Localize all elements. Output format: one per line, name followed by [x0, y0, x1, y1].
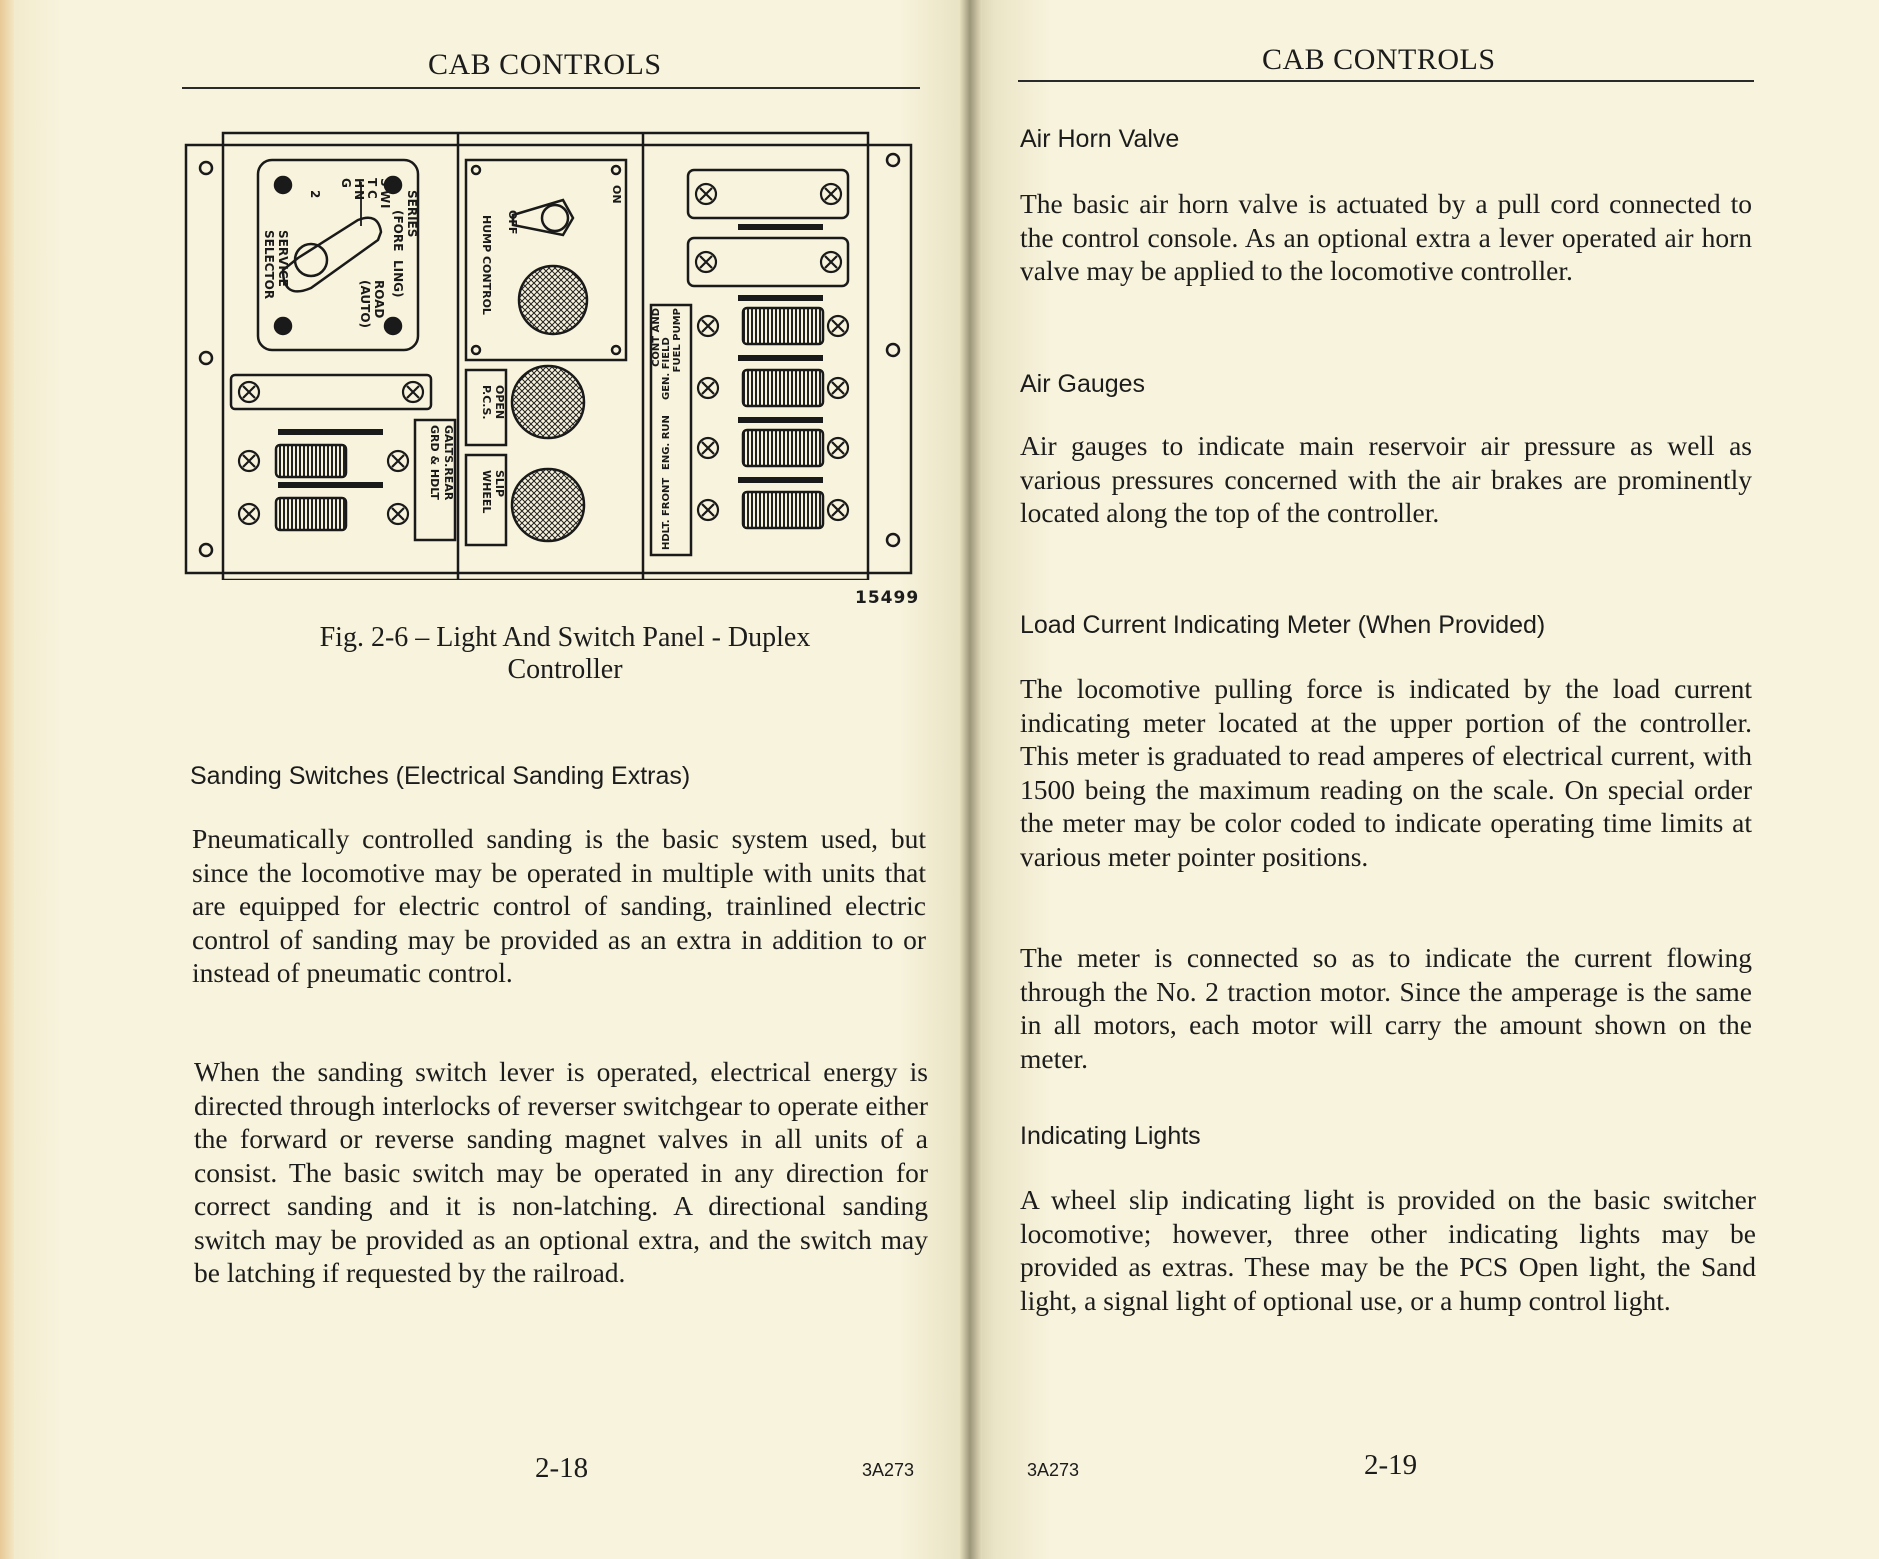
label-fore: (FORE — [391, 210, 405, 252]
label-off: OFF — [506, 210, 519, 235]
right-page-number: 2-19 — [1364, 1449, 1418, 1481]
sanding-paragraph-1: Pneumatically controlled sanding is the basic system used, but since the locomotive may be operated in multiple with units that are equipped for electric control of sanding, trainlined electric control of sanding may be provided as an extra in addition to or instead of pneumatic control. — [192, 823, 926, 988]
label-c: C — [365, 190, 379, 199]
label-service: SERVICE — [276, 230, 290, 287]
label-series: SERIES — [405, 190, 419, 238]
mount-hole — [200, 352, 212, 364]
hump-control-lamp — [519, 266, 587, 334]
label-s: S — [378, 178, 392, 187]
label-fuel-pump: FUEL PUMP — [672, 308, 683, 373]
label-g: G — [339, 178, 353, 188]
label-w: W — [378, 190, 392, 204]
left-page-number: 2-18 — [535, 1452, 589, 1484]
indicating-lights-heading: Indicating Lights — [1020, 1122, 1201, 1150]
load-current-meter-heading: Load Current Indicating Meter (When Provided) — [1020, 611, 1546, 639]
label-road: ROAD — [372, 280, 386, 319]
figure-caption-line1: Fig. 2-6 – Light And Switch Panel - Duplex — [319, 622, 811, 653]
label-eng-run: ENG. RUN — [661, 415, 672, 470]
figure-caption-line2: Controller — [507, 654, 623, 685]
page-edge — [0, 0, 14, 1559]
right-page-code: 3A273 — [1027, 1460, 1080, 1480]
pcs-open-lamp — [512, 366, 584, 438]
guard-plate — [231, 375, 431, 409]
sanding-paragraph-2: When the sanding switch lever is operated, electrical energy is directed through interlocks of reverser switchgear to operate either the forward or reverse sanding magnet valves in all units of a consist. The basic switch may be operated in any direction for correct sanding and it is non-latching. A directional sanding switch may be provided as an optional extra, and the switch may be latching if requested by the railroad. — [194, 1056, 928, 1288]
load-current-paragraph-2: The meter is connected so as to indicate the current flowing through the No. 2 traction motor. Since the amperage is the same in all motors, each motor will carry the amount shown on the meter. — [1020, 942, 1752, 1074]
sanding-switch — [276, 445, 346, 477]
mount-hole — [887, 534, 899, 546]
screw-icon — [275, 177, 291, 193]
label-wheel: WHEEL — [480, 470, 493, 514]
air-horn-valve-heading: Air Horn Valve — [1020, 125, 1180, 153]
screw-icon — [385, 318, 401, 334]
label-n: N — [352, 190, 366, 201]
wheel-slip-lamp — [512, 469, 584, 541]
label-selector: SELECTOR — [262, 230, 276, 300]
mount-hole — [200, 162, 212, 174]
label-cont-and: CONT AND — [651, 308, 662, 367]
label-gen-field: GEN. FIELD — [661, 337, 672, 400]
sanding-switch — [276, 498, 346, 530]
mount-hole — [887, 154, 899, 166]
sanding-switches-heading: Sanding Switches (Electrical Sanding Extras) — [190, 762, 691, 790]
air-gauges-heading: Air Gauges — [1020, 370, 1146, 398]
left-page-code: 3A273 — [862, 1460, 915, 1480]
load-current-paragraph-1: The locomotive pulling force is indicated by the load current indicating meter located at the upper portion of the controller. This meter is graduated to read amperes of electrical current, with 1500 being the maximum reading on the scale. On special order the meter may be color coded to indicate operating time limits at various meter pointer positions. — [1020, 673, 1752, 872]
label-h: H — [352, 178, 366, 189]
label-pcs: P.C.S. — [480, 385, 493, 420]
label-hdlt-front: HDLT. FRONT — [661, 477, 672, 550]
indicating-lights-paragraph: A wheel slip indicating light is provided on the basic switcher locomotive; however, three other indicating lights may be provided as extras. These may be the PCS Open light, the Sand light, a signal light of optional use, or a hump control light. — [1020, 1184, 1756, 1316]
label-open: OPEN — [493, 385, 506, 420]
air-horn-paragraph: The basic air horn valve is actuated by a pull cord connected to the control console. As an optional extra a lever operated air horn valve may be applied to the locomotive controller. — [1020, 188, 1752, 286]
indicator-switch-rows — [738, 298, 823, 528]
left-head-rule — [182, 87, 920, 89]
label-i: I — [378, 204, 392, 209]
right-head-rule — [1018, 80, 1754, 82]
mount-hole — [887, 344, 899, 356]
air-gauges-paragraph: Air gauges to indicate main reservoir air pressure as well as various pressures concerned with the air brakes are prominently located along the top of the controller. — [1020, 430, 1752, 528]
screw-icon — [275, 318, 291, 334]
book-gutter — [960, 0, 982, 1559]
label-t: T — [365, 178, 379, 187]
label-slip: SLIP — [493, 470, 506, 498]
label-ling: LING) — [391, 260, 405, 298]
figure-caption — [260, 622, 870, 686]
figure-number: 15499 — [855, 588, 920, 608]
label-galts-rear: GALTS.REAR — [442, 425, 455, 501]
right-running-head: CAB CONTROLS — [1262, 43, 1496, 76]
label-2: 2 — [308, 190, 322, 199]
label-on: ON — [610, 185, 623, 204]
label-grd-hdlt: GRD & HDLT — [428, 425, 441, 500]
left-running-head: CAB CONTROLS — [428, 48, 662, 81]
light-switch-panel-figure — [183, 130, 918, 580]
label-hump-control: HUMP CONTROL — [480, 215, 493, 315]
label-auto: (AUTO) — [358, 280, 372, 329]
mount-hole — [200, 544, 212, 556]
